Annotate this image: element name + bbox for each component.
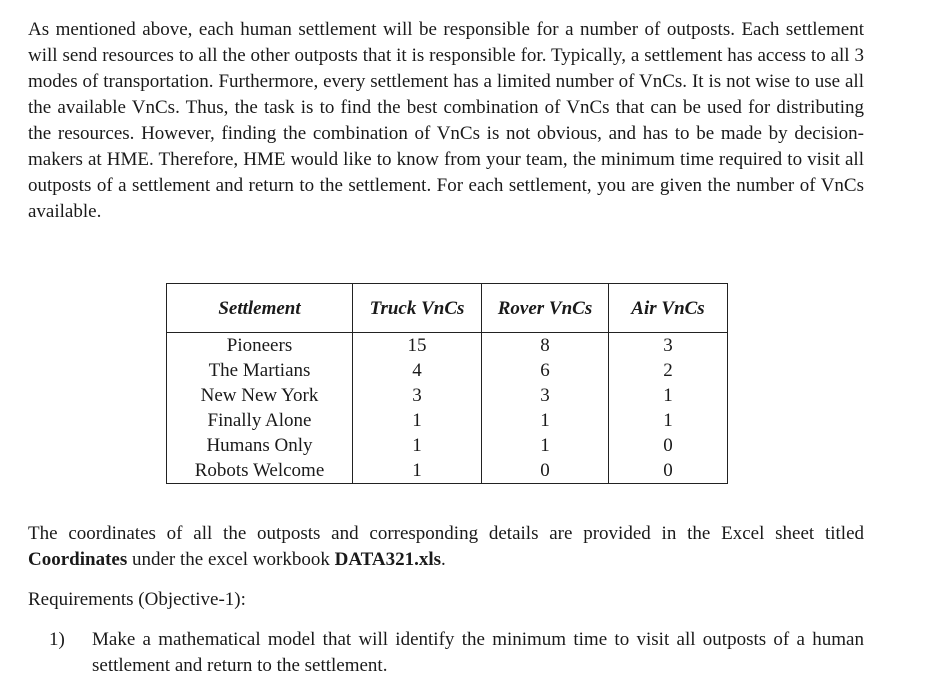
requirement-number: 1) — [49, 629, 65, 650]
header-air-vncs: Air VnCs — [609, 284, 728, 333]
sheet-name: Coordinates — [28, 549, 128, 570]
cell-settlement: Pioneers — [167, 333, 353, 359]
cell-truck: 15 — [353, 333, 482, 359]
cell-settlement: Humans Only — [167, 433, 353, 458]
cell-settlement: The Martians — [167, 358, 353, 383]
table-row — [167, 358, 728, 383]
table-row — [167, 333, 728, 359]
coords-text-2: under the excel workbook — [127, 549, 335, 570]
table-header-row — [167, 284, 728, 333]
cell-rover: 6 — [482, 358, 609, 383]
cell-rover: 1 — [482, 433, 609, 458]
cell-air: 2 — [609, 358, 728, 383]
cell-truck: 1 — [353, 408, 482, 433]
workbook-name: DATA321.xls — [334, 549, 442, 570]
table-row — [167, 433, 728, 458]
cell-air: 0 — [609, 458, 728, 484]
table-row — [167, 383, 728, 408]
cell-truck: 1 — [353, 458, 482, 484]
cell-truck: 4 — [353, 358, 482, 383]
header-rover-vncs: Rover VnCs — [482, 284, 609, 333]
cell-settlement: New New York — [167, 383, 353, 408]
table-row — [167, 408, 728, 433]
header-truck-vncs: Truck VnCs — [353, 284, 482, 333]
cell-rover: 0 — [482, 458, 609, 484]
cell-air: 0 — [609, 433, 728, 458]
cell-truck: 3 — [353, 383, 482, 408]
cell-rover: 8 — [482, 333, 609, 359]
coords-text-1: The coordinates of all the outposts and corresponding details are provided in the Excel sheet titled — [28, 523, 864, 544]
cell-truck: 1 — [353, 433, 482, 458]
cell-air: 3 — [609, 333, 728, 359]
intro-paragraph: As mentioned above, each human settlement will be responsible for a number of outposts. Each settlement will send resources to all the other outposts that it is responsible for. Typically, a settlement has access to all 3 modes of transportation. Furthermore, every settlement has a limited number of VnCs. It is not wise to use all the available VnCs. Thus, the task is to find the best combination of VnCs that can be used for distributing the resources. However, finding the combination of VnCs is not obvious, and has to be made by decision-makers at HME. Therefore, HME would like to know from your team, the minimum time required to visit all outposts of a settlement and return to the settlement. For each settlement, you are given the number of VnCs available. — [28, 19, 864, 222]
requirements-heading: Requirements (Objective-1): — [28, 589, 246, 610]
coordinates-paragraph — [28, 521, 864, 573]
cell-air: 1 — [609, 383, 728, 408]
coords-text-3: . — [441, 549, 446, 570]
vnc-table — [166, 283, 728, 484]
requirement-item — [49, 627, 864, 679]
header-settlement: Settlement — [167, 284, 353, 333]
table-row — [167, 458, 728, 484]
cell-settlement: Robots Welcome — [167, 458, 353, 484]
cell-settlement: Finally Alone — [167, 408, 353, 433]
cell-rover: 1 — [482, 408, 609, 433]
cell-air: 1 — [609, 408, 728, 433]
requirement-text: Make a mathematical model that will identify the minimum time to visit all outposts of a human settlement and return to the settlement. — [92, 629, 864, 676]
cell-rover: 3 — [482, 383, 609, 408]
